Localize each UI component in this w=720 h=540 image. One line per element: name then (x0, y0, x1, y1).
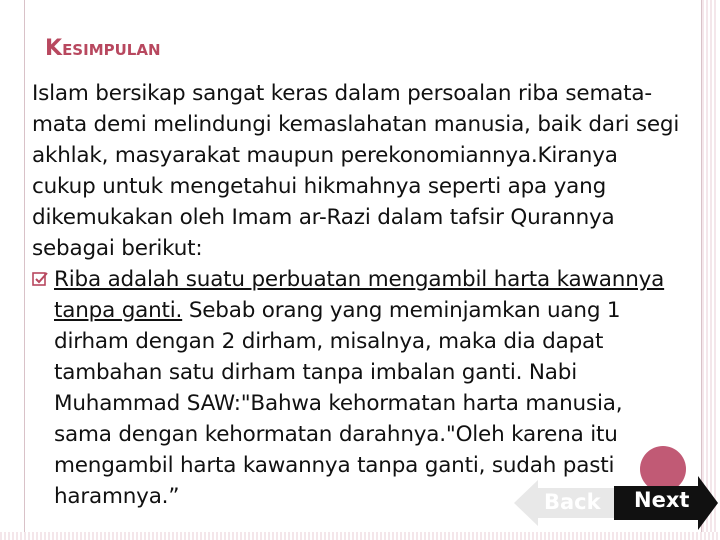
slide-title-initial: K (45, 36, 63, 61)
bullet-underlined-text: Riba adalah suatu perbuatan mengambil harta kawannya tanpa ganti. (54, 267, 665, 323)
slide-body (32, 78, 682, 512)
left-frame-line (10, 0, 25, 540)
slide-title-rest: ESIMPULAN (62, 41, 161, 59)
slide-title (45, 36, 161, 61)
bottom-frame-stripe (0, 532, 720, 540)
intro-paragraph: Islam bersikap sangat keras dalam persoalan riba semata-mata demi melindungi kemaslahatan manusia, baik dari segi akhlak, masyarakat maupun perekonomiannya.Kiranya cukup untuk mengetahui hikmahnya seperti apa yang dikemukakan oleh Imam ar-Razi dalam tafsir Qurannya sebagai berikut: (32, 81, 680, 261)
right-frame-stripe (701, 0, 716, 540)
next-button-label[interactable]: Next (634, 488, 690, 512)
checkbox-icon (32, 271, 48, 287)
bullet-item (32, 264, 682, 512)
bullet-text: Sebab orang yang meminjamkan uang 1 dirham dengan 2 dirham, misalnya, maka dia dapat tambahan satu dirham tanpa imbalan ganti. Nabi Muhammad SAW:"Bahwa kehormatan harta manusia, sama dengan kehormatan darahnya."Oleh karena itu mengambil harta kawannya tanpa ganti, sudah pasti haramnya.” (54, 298, 623, 509)
back-button-label[interactable]: Back (544, 490, 601, 514)
